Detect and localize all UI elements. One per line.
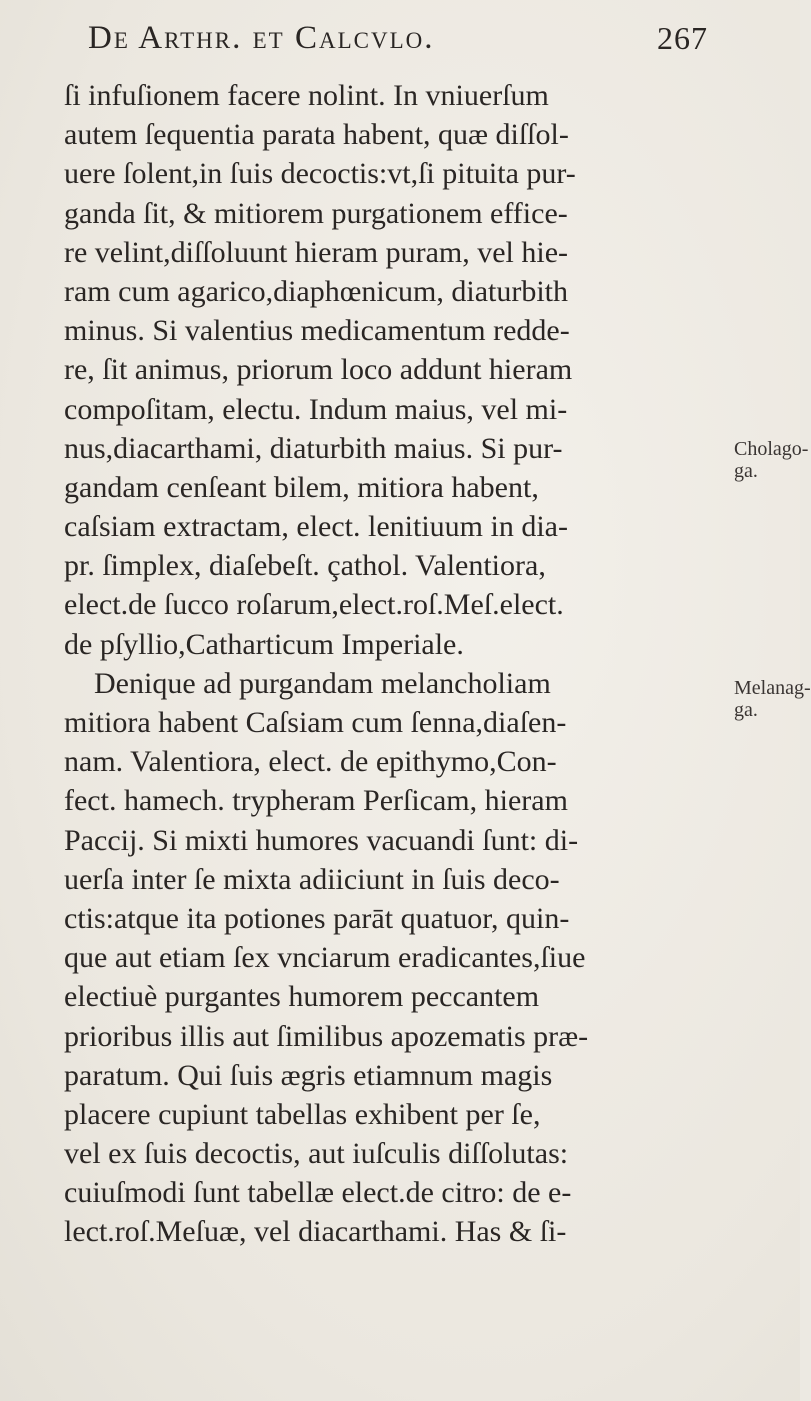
running-title: De Arthr. et Calcvlo. [88,20,435,56]
text-line: nam. Valentiora, elect. de epithymo,Con- [64,745,557,779]
text-line: cuiuſmodi ſunt tabellæ elect.de citro: de e- [64,1176,572,1210]
text-line: minus. Si valentius medicamentum redde- [64,314,570,348]
text-line: vel ex ſuis decoctis, aut iuſculis diſſolutas: [64,1137,569,1171]
margin-note-line: Melanag- [734,677,811,699]
text-line: ram cum agarico,diaphœnicum, diaturbith [64,274,569,308]
text-line: re velint,diſſoluunt hieram puram, vel hie- [64,235,569,269]
text-line: gandam cenſeant bilem, mitiora habent, [64,470,539,504]
text-line: autem ſequentia parata habent, quæ diſſol- [64,118,569,152]
text-line: lect.roſ.Meſuæ, vel diacarthami. Has & ſi- [64,1215,567,1249]
page-number: 267 [657,20,708,56]
text-line: que aut etiam ſex vnciarum eradicantes,ſiue [64,941,586,975]
text-line: caſsiam extractam, elect. lenitiuum in dia- [64,510,568,544]
text-line: pr. ſimplex, diaſebeſt. çathol. Valentiora, [64,549,546,583]
margin-note-line: ga. [734,699,758,721]
text-line: paratum. Qui ſuis ægris etiamnum magis [64,1058,553,1092]
text-line: ganda ſit, & mitiorem purgationem effice- [64,196,568,230]
margin-note-line: ga. [734,460,758,482]
text-line: mitiora habent Caſsiam cum ſenna,diaſen- [64,706,567,739]
text-line: prioribus illis aut ſimilibus apozematis præ- [64,1019,589,1053]
text-line: placere cupiunt tabellas exhibent per ſe, [64,1097,541,1131]
margin-note-melanagoga [734,677,811,721]
text-line: de pſyllio,Catharticum Imperiale. [64,627,464,661]
text-line: electiuè purgantes humorem peccantem [64,980,540,1014]
text-line: ſi infuſionem facere nolint. In vniuerſum [64,79,549,112]
margin-note-cholagoga [734,438,808,482]
text-line: ctis:atque ita potiones parāt quatuor, quin- [64,901,570,935]
text-line: Paccij. Si mixti humores vacuandi ſunt: di- [64,823,579,857]
text-line: uere ſolent,in ſuis decoctis:vt,ſi pituita pur- [64,157,576,191]
margin-note-line: Cholago- [734,438,809,460]
text-line: elect.de ſucco roſarum,elect.roſ.Meſ.elect. [64,588,564,622]
running-header [88,20,708,66]
text-line: uerſa inter ſe mixta adiiciunt in ſuis deco- [64,862,560,896]
text-line: re, ſit animus, priorum loco addunt hieram [64,353,573,387]
text-line: nus,diacarthami, diaturbith maius. Si pur- [64,431,563,465]
text-line: fect. hamech. trypheram Perſicam, hieram [64,784,568,818]
text-line: Denique ad purgandam melancholiam [94,666,551,700]
body-text [64,76,724,1252]
text-line: compoſitam, electu. Indum maius, vel mi- [64,392,568,426]
